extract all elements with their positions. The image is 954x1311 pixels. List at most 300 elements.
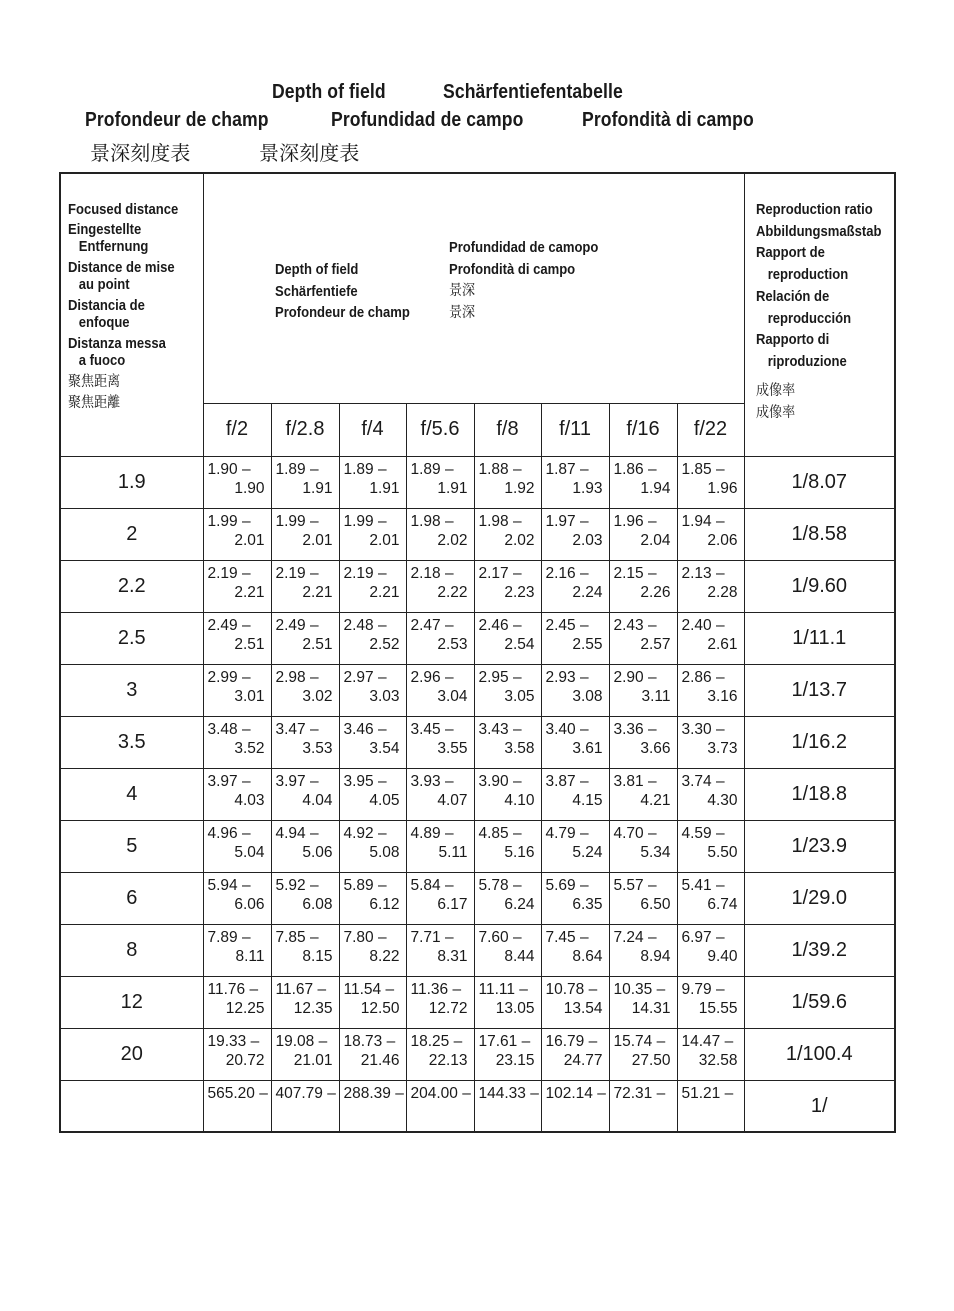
dof-range-cell xyxy=(203,1081,271,1133)
focused-distance-cell: 2.5 xyxy=(60,613,203,665)
dof-far-limit: 4.30 xyxy=(707,791,738,809)
dof-far-limit: 2.52 xyxy=(369,635,400,653)
dof-near-limit: 3.74 – xyxy=(681,773,725,790)
dof-far-limit: 2.01 xyxy=(302,531,333,549)
dof-range-cell xyxy=(271,613,339,665)
dof-range-cell xyxy=(406,613,474,665)
dof-far-limit: 8.44 xyxy=(504,947,535,965)
reproduction-ratio-cell: 1/8.07 xyxy=(744,457,895,509)
dof-far-limit: 2.02 xyxy=(504,531,535,549)
reproduction-ratio-header xyxy=(744,173,895,457)
dof-range-cell xyxy=(339,457,406,509)
dof-near-limit: 4.96 – xyxy=(207,825,251,842)
header-row xyxy=(60,173,895,403)
dof-far-limit: 4.05 xyxy=(369,791,400,809)
dof-near-limit: 1.89 – xyxy=(410,461,454,478)
dof-near-limit: 2.18 – xyxy=(410,565,454,582)
dof-far-limit: 6.17 xyxy=(437,895,468,913)
dof-range-cell xyxy=(203,561,271,613)
dof-range-cell xyxy=(609,769,677,821)
dof-near-limit: 2.95 – xyxy=(478,669,522,686)
dof-far-limit: 3.16 xyxy=(707,687,738,705)
reproduction-ratio-cell: 1/13.7 xyxy=(744,665,895,717)
dof-near-limit: 2.43 – xyxy=(613,617,657,634)
dof-range-cell xyxy=(406,509,474,561)
dof-range-cell xyxy=(609,1029,677,1081)
dof-far-limit: 3.52 xyxy=(234,739,265,757)
dof-far-limit: 6.24 xyxy=(504,895,535,913)
dof-range-cell xyxy=(677,665,744,717)
dof-near-limit: 7.60 – xyxy=(478,929,522,946)
dof-near-limit: 3.43 – xyxy=(478,721,522,738)
dof-far-limit: 6.35 xyxy=(572,895,603,913)
dof-near-limit: 2.17 – xyxy=(478,565,522,582)
dof-near-limit: 2.99 – xyxy=(207,669,251,686)
dof-far-limit: 5.11 xyxy=(438,843,468,861)
dof-range-cell xyxy=(541,769,609,821)
dof-near-limit: 1.96 – xyxy=(613,513,657,530)
dof-range-cell xyxy=(474,1029,541,1081)
dof-far-limit: 2.03 xyxy=(572,531,603,549)
dof-far-limit: 24.77 xyxy=(563,1051,603,1069)
dof-far-limit: 3.05 xyxy=(504,687,535,705)
dof-near-limit: 2.96 – xyxy=(410,669,454,686)
dof-far-limit: 5.50 xyxy=(707,843,738,861)
dof-near-limit: 14.47 – xyxy=(681,1033,734,1050)
dof-far-limit: 2.26 xyxy=(640,583,671,601)
dof-near-limit: 204.00 – xyxy=(410,1085,471,1102)
reproduction-ratio-cell: 1/8.58 xyxy=(744,509,895,561)
dof-near-limit: 144.33 – xyxy=(478,1085,539,1102)
dof-range-cell xyxy=(406,1029,474,1081)
depth-of-field-header xyxy=(203,173,744,403)
dof-far-limit: 5.06 xyxy=(302,843,333,861)
dof-near-limit: 5.78 – xyxy=(478,877,522,894)
dof-near-limit: 1.94 – xyxy=(681,513,725,530)
dof-near-limit: 1.97 – xyxy=(545,513,589,530)
dof-far-limit: 3.54 xyxy=(369,739,400,757)
dof-range-cell xyxy=(609,925,677,977)
dof-near-limit: 3.93 – xyxy=(410,773,454,790)
dof-near-limit: 2.19 – xyxy=(343,565,387,582)
dof-near-limit: 11.11 – xyxy=(478,981,528,998)
title-zh-cn: 景深刻度表 xyxy=(90,143,191,165)
dof-near-limit: 2.45 – xyxy=(545,617,589,634)
dof-near-limit: 2.49 – xyxy=(275,617,319,634)
dof-near-limit: 3.81 – xyxy=(613,773,657,790)
table-row xyxy=(60,509,895,561)
aperture-header: f/2.8 xyxy=(271,403,339,456)
table-row xyxy=(60,1029,895,1081)
dof-far-limit: 23.15 xyxy=(495,1051,535,1069)
dof-far-limit: 8.64 xyxy=(572,947,603,965)
dof-near-limit: 4.59 – xyxy=(681,825,725,842)
dof-range-cell xyxy=(541,1029,609,1081)
dof-near-limit: 10.35 – xyxy=(613,981,666,998)
dof-range-cell xyxy=(339,665,406,717)
table-row xyxy=(60,457,895,509)
dof-near-limit: 5.89 – xyxy=(343,877,387,894)
dof-near-limit: 7.85 – xyxy=(275,929,319,946)
dof-labels-right xyxy=(449,238,615,324)
dof-range-cell xyxy=(474,457,541,509)
dof-far-limit: 12.25 xyxy=(225,999,265,1017)
dof-far-limit: 2.01 xyxy=(234,531,265,549)
dof-near-limit: 4.89 – xyxy=(410,825,454,842)
distance-label-fr: Distance de mise xyxy=(68,260,175,276)
dof-far-limit: 2.24 xyxy=(572,583,603,601)
dof-range-cell xyxy=(406,977,474,1029)
dof-far-limit: 1.94 xyxy=(640,479,671,497)
dof-far-limit: 12.35 xyxy=(293,999,333,1017)
dof-near-limit: 6.97 – xyxy=(681,929,725,946)
dof-near-limit: 407.79 – xyxy=(275,1085,336,1102)
reproduction-ratio-cell: 1/29.0 xyxy=(744,873,895,925)
dof-range-cell xyxy=(271,717,339,769)
reproduction-ratio-cell: 1/11.1 xyxy=(744,613,895,665)
dof-near-limit: 3.90 – xyxy=(478,773,522,790)
dof-range-cell xyxy=(271,665,339,717)
dof-far-limit: 8.11 xyxy=(235,947,265,965)
table-row xyxy=(60,561,895,613)
dof-near-limit: 17.61 – xyxy=(478,1033,531,1050)
table-row xyxy=(60,821,895,873)
dof-range-cell xyxy=(339,561,406,613)
reproduction-ratio-cell: 1/39.2 xyxy=(744,925,895,977)
dof-range-cell xyxy=(541,613,609,665)
focused-distance-cell: 3 xyxy=(60,665,203,717)
dof-range-cell xyxy=(609,509,677,561)
ratio-label-es-2: reproducción xyxy=(767,310,851,327)
dof-range-cell xyxy=(609,977,677,1029)
dof-far-limit: 3.53 xyxy=(302,739,333,757)
dof-range-cell xyxy=(406,873,474,925)
dof-range-cell xyxy=(203,1029,271,1081)
dof-far-limit: 3.11 xyxy=(641,687,671,705)
dof-near-limit: 5.41 – xyxy=(681,877,725,894)
aperture-header: f/16 xyxy=(609,403,677,456)
dof-range-cell xyxy=(339,1081,406,1133)
aperture-header: f/2 xyxy=(203,403,271,456)
reproduction-ratio-cell: 1/16.2 xyxy=(744,717,895,769)
dof-range-cell xyxy=(541,717,609,769)
dof-far-limit: 2.55 xyxy=(572,635,603,653)
dof-near-limit: 2.48 – xyxy=(343,617,387,634)
distance-label-de: Eingestellte xyxy=(68,222,142,238)
dof-labels-left xyxy=(275,260,425,325)
focused-distance-cell: 3.5 xyxy=(60,717,203,769)
focused-distance-cell: 20 xyxy=(60,1029,203,1081)
dof-far-limit: 5.16 xyxy=(504,843,535,861)
dof-near-limit: 3.46 – xyxy=(343,721,387,738)
dof-range-cell xyxy=(609,821,677,873)
aperture-header: f/4 xyxy=(339,403,406,456)
dof-range-cell xyxy=(474,925,541,977)
dof-range-cell xyxy=(609,561,677,613)
dof-far-limit: 2.21 xyxy=(234,583,265,601)
dof-near-limit: 1.89 – xyxy=(343,461,387,478)
dof-far-limit: 1.92 xyxy=(504,479,535,497)
dof-near-limit: 2.19 – xyxy=(207,565,251,582)
title-de: Schärfentiefentabelle xyxy=(443,81,623,103)
dof-near-limit: 3.47 – xyxy=(275,721,319,738)
dof-near-limit: 2.40 – xyxy=(681,617,725,634)
dof-label-zh-cn: 景深 xyxy=(448,283,475,299)
dof-far-limit: 3.04 xyxy=(437,687,468,705)
dof-near-limit: 3.30 – xyxy=(681,721,725,738)
table-row xyxy=(60,665,895,717)
dof-range-cell xyxy=(406,769,474,821)
dof-far-limit: 2.51 xyxy=(302,635,333,653)
dof-range-cell xyxy=(609,457,677,509)
dof-range-cell xyxy=(406,925,474,977)
dof-range-cell xyxy=(474,717,541,769)
dof-range-cell xyxy=(406,561,474,613)
dof-far-limit: 1.91 xyxy=(437,479,468,497)
dof-far-limit: 1.93 xyxy=(572,479,603,497)
dof-far-limit: 22.13 xyxy=(428,1051,468,1069)
dof-near-limit: 1.98 – xyxy=(478,513,522,530)
dof-far-limit: 2.04 xyxy=(640,531,671,549)
dof-far-limit: 4.07 xyxy=(437,791,468,809)
dof-far-limit: 6.74 xyxy=(707,895,738,913)
dof-label-de: Schärfentiefe xyxy=(274,283,358,300)
dof-near-limit: 18.25 – xyxy=(410,1033,463,1050)
dof-near-limit: 10.78 – xyxy=(545,981,598,998)
dof-range-cell xyxy=(474,873,541,925)
dof-near-limit: 2.46 – xyxy=(478,617,522,634)
dof-far-limit: 3.61 xyxy=(572,739,603,757)
dof-range-cell xyxy=(271,1029,339,1081)
dof-range-cell xyxy=(677,769,744,821)
title-fr: Profondeur de champ xyxy=(85,109,269,131)
dof-far-limit: 27.50 xyxy=(631,1051,671,1069)
dof-label-zh-tw: 景深 xyxy=(448,304,475,321)
dof-far-limit: 2.57 xyxy=(640,635,671,653)
dof-far-limit: 13.05 xyxy=(495,999,535,1017)
dof-range-cell xyxy=(677,613,744,665)
dof-far-limit: 8.94 xyxy=(640,947,671,965)
dof-far-limit: 12.72 xyxy=(428,999,468,1017)
dof-range-cell xyxy=(474,509,541,561)
dof-range-cell xyxy=(609,665,677,717)
dof-far-limit: 32.58 xyxy=(698,1051,738,1069)
dof-near-limit: 4.94 – xyxy=(275,825,319,842)
dof-far-limit: 5.24 xyxy=(572,843,603,861)
dof-near-limit: 2.16 – xyxy=(545,565,589,582)
focused-distance-cell: 6 xyxy=(60,873,203,925)
dof-far-limit: 4.03 xyxy=(234,791,265,809)
dof-far-limit: 1.91 xyxy=(369,479,400,497)
dof-near-limit: 1.90 – xyxy=(207,461,251,478)
dof-near-limit: 565.20 – xyxy=(207,1085,268,1102)
dof-range-cell xyxy=(541,509,609,561)
dof-near-limit: 7.24 – xyxy=(613,929,657,946)
focused-distance-cell: 2 xyxy=(60,509,203,561)
dof-far-limit: 4.21 xyxy=(640,791,671,809)
dof-range-cell xyxy=(406,717,474,769)
dof-near-limit: 1.87 – xyxy=(545,461,589,478)
dof-far-limit: 8.31 xyxy=(437,947,468,965)
distance-label-es: Distancia de xyxy=(68,298,145,314)
dof-range-cell xyxy=(271,457,339,509)
dof-range-cell xyxy=(541,665,609,717)
dof-far-limit: 3.03 xyxy=(369,687,400,705)
dof-range-cell xyxy=(271,977,339,1029)
dof-far-limit: 3.02 xyxy=(302,687,333,705)
dof-far-limit: 13.54 xyxy=(563,999,603,1017)
dof-near-limit: 7.89 – xyxy=(207,929,251,946)
reproduction-ratio-cell: 1/ xyxy=(744,1081,895,1133)
dof-range-cell xyxy=(474,613,541,665)
dof-range-cell xyxy=(677,821,744,873)
dof-far-limit: 2.21 xyxy=(302,583,333,601)
dof-near-limit: 2.15 – xyxy=(613,565,657,582)
dof-range-cell xyxy=(677,1081,744,1133)
focused-distance-cell: 4 xyxy=(60,769,203,821)
dof-range-cell xyxy=(339,925,406,977)
aperture-header: f/5.6 xyxy=(406,403,474,456)
dof-range-cell xyxy=(271,821,339,873)
focused-distance-cell: 12 xyxy=(60,977,203,1029)
distance-label-it: Distanza messa xyxy=(68,336,166,352)
dof-far-limit: 2.61 xyxy=(707,635,738,653)
dof-range-cell xyxy=(474,821,541,873)
dof-label-en: Depth of field xyxy=(274,262,358,278)
ratio-label-zh-cn: 成像率 xyxy=(755,382,795,399)
table-row xyxy=(60,873,895,925)
dof-far-limit: 2.06 xyxy=(707,531,738,549)
dof-near-limit: 2.13 – xyxy=(681,565,725,582)
dof-near-limit: 3.97 – xyxy=(275,773,319,790)
dof-near-limit: 1.89 – xyxy=(275,461,319,478)
table-row xyxy=(60,977,895,1029)
reproduction-ratio-cell: 1/59.6 xyxy=(744,977,895,1029)
dof-range-cell xyxy=(339,613,406,665)
dof-near-limit: 11.36 – xyxy=(410,981,462,998)
dof-far-limit: 2.51 xyxy=(234,635,265,653)
dof-far-limit: 1.91 xyxy=(302,479,333,497)
dof-near-limit: 3.40 – xyxy=(545,721,589,738)
dof-near-limit: 72.31 – xyxy=(613,1085,666,1102)
ratio-label-es: Relación de xyxy=(755,288,829,305)
dof-range-cell xyxy=(203,821,271,873)
dof-range-cell xyxy=(271,561,339,613)
dof-range-cell xyxy=(339,873,406,925)
dof-range-cell xyxy=(271,1081,339,1133)
dof-near-limit: 102.14 – xyxy=(545,1085,606,1102)
dof-near-limit: 7.45 – xyxy=(545,929,589,946)
dof-range-cell xyxy=(677,925,744,977)
dof-range-cell xyxy=(541,561,609,613)
dof-far-limit: 21.46 xyxy=(360,1051,400,1069)
dof-range-cell xyxy=(203,925,271,977)
dof-range-cell xyxy=(474,665,541,717)
dof-near-limit: 19.08 – xyxy=(275,1033,328,1050)
dof-range-cell xyxy=(203,977,271,1029)
dof-far-limit: 2.01 xyxy=(369,531,400,549)
dof-range-cell xyxy=(271,509,339,561)
dof-far-limit: 5.08 xyxy=(369,843,400,861)
distance-label-zh-cn: 聚焦距离 xyxy=(68,374,121,390)
dof-far-limit: 3.73 xyxy=(707,739,738,757)
dof-near-limit: 4.79 – xyxy=(545,825,589,842)
dof-near-limit: 2.19 – xyxy=(275,565,319,582)
dof-far-limit: 1.90 xyxy=(234,479,265,497)
dof-range-cell xyxy=(339,769,406,821)
dof-near-limit: 3.95 – xyxy=(343,773,387,790)
ratio-label-de: Abbildungsmaßstab xyxy=(755,223,881,240)
dof-range-cell xyxy=(406,821,474,873)
distance-label-en: Focused distance xyxy=(68,202,179,218)
dof-near-limit: 19.33 – xyxy=(207,1033,260,1050)
dof-far-limit: 2.23 xyxy=(504,583,535,601)
dof-near-limit: 11.54 – xyxy=(343,981,395,998)
ratio-label-fr: Rapport de xyxy=(755,245,825,262)
dof-near-limit: 288.39 – xyxy=(343,1085,404,1102)
dof-far-limit: 4.15 xyxy=(572,791,603,809)
dof-range-cell xyxy=(339,977,406,1029)
dof-near-limit: 5.92 – xyxy=(275,877,319,894)
dof-far-limit: 14.31 xyxy=(631,999,671,1017)
table-row xyxy=(60,613,895,665)
reproduction-ratio-cell: 1/9.60 xyxy=(744,561,895,613)
dof-range-cell xyxy=(541,925,609,977)
dof-range-cell xyxy=(677,717,744,769)
dof-range-cell xyxy=(406,1081,474,1133)
focused-distance-cell: 2.2 xyxy=(60,561,203,613)
table-row xyxy=(60,717,895,769)
dof-range-cell xyxy=(541,977,609,1029)
dof-near-limit: 11.67 – xyxy=(275,981,327,998)
dof-range-cell xyxy=(339,1029,406,1081)
dof-far-limit: 8.22 xyxy=(369,947,400,965)
focused-distance-cell xyxy=(60,1081,203,1133)
dof-far-limit: 2.22 xyxy=(437,583,468,601)
dof-far-limit: 20.72 xyxy=(225,1051,265,1069)
dof-range-cell xyxy=(339,717,406,769)
dof-far-limit: 6.06 xyxy=(234,895,265,913)
dof-near-limit: 4.85 – xyxy=(478,825,522,842)
dof-far-limit: 9.40 xyxy=(707,947,738,965)
focused-distance-cell: 8 xyxy=(60,925,203,977)
dof-far-limit: 4.10 xyxy=(504,791,535,809)
dof-far-limit: 6.08 xyxy=(302,895,333,913)
title-zh-tw: 景深刻度表 xyxy=(259,143,360,165)
dof-near-limit: 2.93 – xyxy=(545,669,589,686)
distance-label-es-2: enfoque xyxy=(78,315,130,331)
dof-label-fr: Profondeur de champ xyxy=(274,305,410,321)
dof-near-limit: 2.49 – xyxy=(207,617,251,634)
dof-range-cell xyxy=(474,561,541,613)
dof-near-limit: 11.76 – xyxy=(207,981,259,998)
dof-range-cell xyxy=(406,665,474,717)
focused-distance-header xyxy=(60,173,203,457)
dof-near-limit: 18.73 – xyxy=(343,1033,396,1050)
dof-near-limit: 2.97 – xyxy=(343,669,387,686)
title-it: Profondità di campo xyxy=(582,109,754,131)
distance-label-de-2: Entfernung xyxy=(78,239,149,255)
dof-range-cell xyxy=(474,769,541,821)
dof-near-limit: 5.69 – xyxy=(545,877,589,894)
dof-near-limit: 5.94 – xyxy=(207,877,251,894)
dof-near-limit: 9.79 – xyxy=(681,981,725,998)
dof-near-limit: 7.71 – xyxy=(410,929,454,946)
distance-label-zh-tw: 聚焦距離 xyxy=(68,395,121,411)
dof-far-limit: 8.15 xyxy=(302,947,333,965)
aperture-header: f/8 xyxy=(474,403,541,456)
dof-range-cell xyxy=(541,457,609,509)
